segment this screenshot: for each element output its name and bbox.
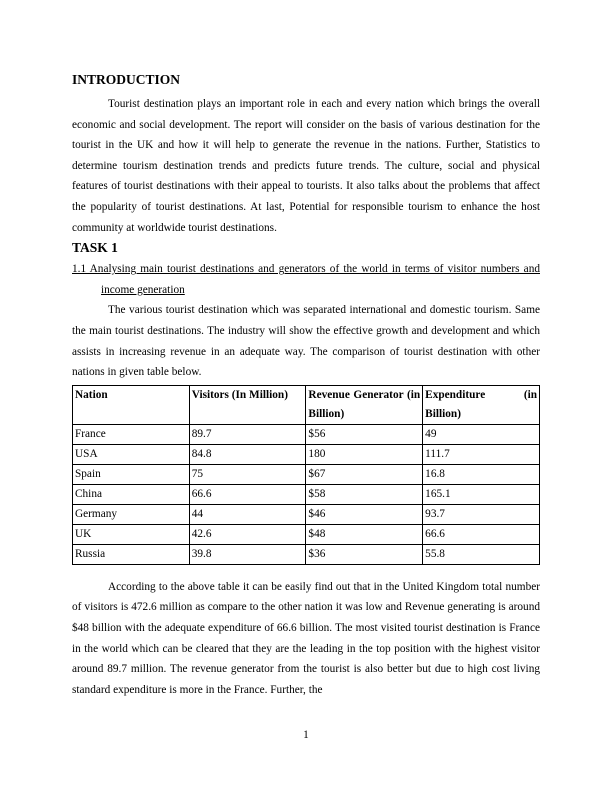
cell-expenditure: 111.7 <box>423 444 540 464</box>
cell-expenditure: 165.1 <box>423 484 540 504</box>
analysis-paragraph: According to the above table it can be easily find out that in the United Kingdom total number of visitors is 472.6 million as compare to the other nation it was low and Revenue generating is around $48 billion with the adequate expenditure of 66.6 billion. The most visited tourist destination is France in the world which can be cleared that they are the leading in the top position with the highest visitor around 89.7 million. The revenue generator from the tourist is also better but due to high cost living standard expenditure is more in the France. Further, the <box>72 580 540 696</box>
cell-visitors: 44 <box>189 504 306 524</box>
cell-expenditure: 93.7 <box>423 504 540 524</box>
cell-revenue: $48 <box>306 524 423 544</box>
cell-expenditure: 49 <box>423 424 540 444</box>
cell-visitors: 89.7 <box>189 424 306 444</box>
header-expenditure: Expenditure (in Billion) <box>423 385 540 424</box>
table-row <box>73 424 540 444</box>
cell-visitors: 84.8 <box>189 444 306 464</box>
cell-nation: China <box>73 484 190 504</box>
table-row <box>73 464 540 484</box>
tourism-comparison-table <box>72 385 540 565</box>
table-row <box>73 524 540 544</box>
introduction-heading: INTRODUCTION <box>72 72 181 87</box>
cell-expenditure: 55.8 <box>423 544 540 564</box>
page-number: 1 <box>303 729 309 741</box>
cell-revenue: $56 <box>306 424 423 444</box>
task1-heading: TASK 1 <box>72 240 118 256</box>
task1-subheading: 1.1 Analysing main tourist destinations and generators of the world in terms of visitor numbers and income generation <box>72 263 540 296</box>
cell-visitors: 75 <box>189 464 306 484</box>
table-row <box>73 484 540 504</box>
cell-expenditure: 66.6 <box>423 524 540 544</box>
header-nation: Nation <box>73 385 190 424</box>
cell-revenue: $67 <box>306 464 423 484</box>
cell-nation: Russia <box>73 544 190 564</box>
cell-expenditure: 16.8 <box>423 464 540 484</box>
cell-nation: USA <box>73 444 190 464</box>
cell-revenue: $58 <box>306 484 423 504</box>
task1-paragraph: The various tourist destination which was separated international and domestic tourism. Same the main tourist destinations. The industry will show the effective growth and development and which assists in increasing revenue in an adequate way. The comparison of tourist destination with other nations in given table below. <box>72 304 540 379</box>
cell-visitors: 39.8 <box>189 544 306 564</box>
table-header-row <box>73 385 540 424</box>
introduction-paragraph: Tourist destination plays an important role in each and every nation which brings the overall economic and social development. The report will consider on the basis of various destination for the tourist in the UK and how it will help to generate the revenue in the nations. Further, Statistics to determine tourism destination trends and predicts future trends. The culture, social and physical features of tourist destinations with their appeal to tourists. It also talks about the problems that affect the popularity of tourist destinations. At last, Potential for responsible tourism to enhance the host community at worldwide tourist destinations. <box>72 98 540 234</box>
header-visitors: Visitors (In Million) <box>189 385 306 424</box>
cell-revenue: $36 <box>306 544 423 564</box>
cell-nation: Spain <box>73 464 190 484</box>
header-revenue: Revenue Generator (in Billion) <box>306 385 423 424</box>
table-row <box>73 444 540 464</box>
table-row <box>73 544 540 564</box>
cell-visitors: 66.6 <box>189 484 306 504</box>
cell-nation: UK <box>73 524 190 544</box>
cell-revenue: 180 <box>306 444 423 464</box>
cell-revenue: $46 <box>306 504 423 524</box>
cell-visitors: 42.6 <box>189 524 306 544</box>
cell-nation: France <box>73 424 190 444</box>
page-content <box>72 70 540 700</box>
cell-nation: Germany <box>73 504 190 524</box>
table-row <box>73 504 540 524</box>
